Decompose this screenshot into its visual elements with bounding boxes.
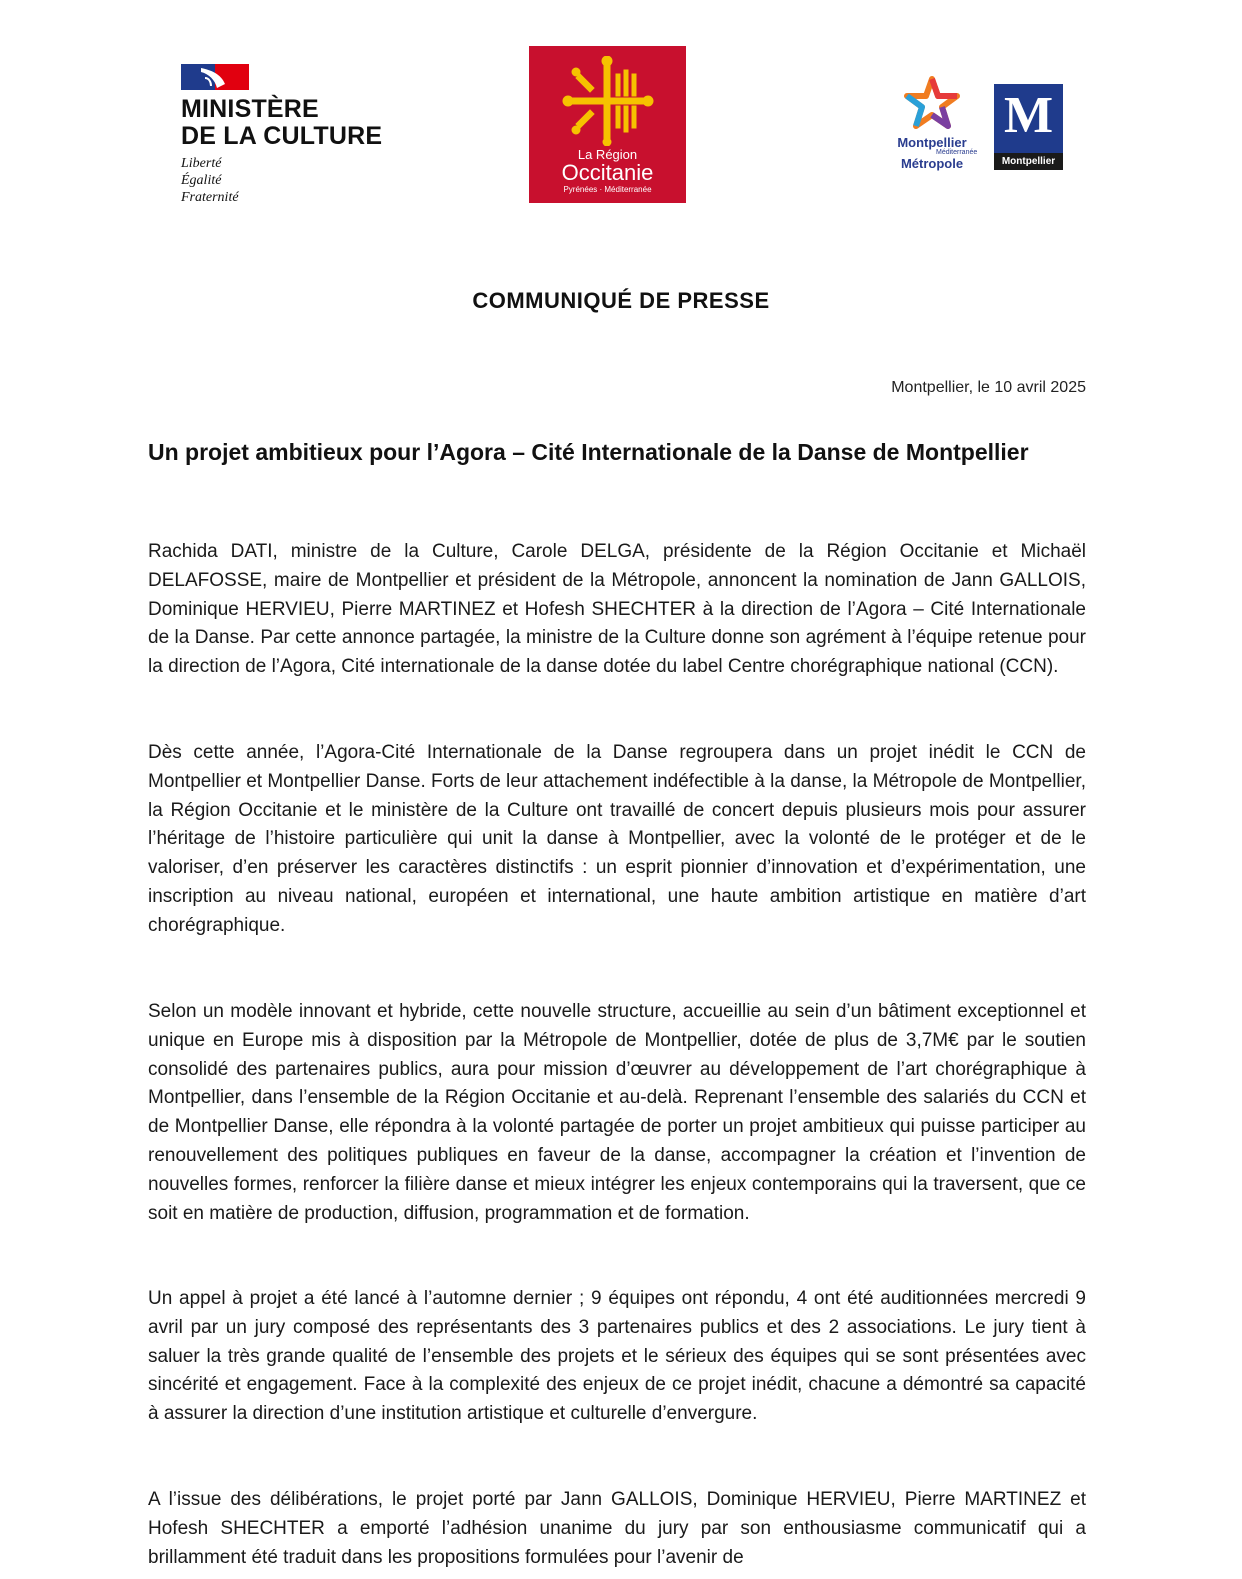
motto-egalite: Égalité — [181, 173, 222, 188]
motto-fraternite: Fraternité — [181, 190, 239, 205]
occitanie-subtitle: Pyrénées · Méditerranée — [563, 185, 652, 194]
ministere-line2: DE LA CULTURE — [181, 122, 383, 150]
marianne-flag-icon — [181, 64, 249, 90]
ministere-name — [181, 96, 411, 150]
press-release-label: COMMUNIQUÉ DE PRESSE — [472, 288, 770, 313]
metropole-line3: Métropole — [900, 156, 964, 171]
paragraph-5: A l’issue des délibérations, le projet porté par Jann GALLOIS, Dominique HERVIEU, Pierre MARTINEZ et Hofesh SHECHTER a emporté l’adhésion unanime du jury par son enthousiasme communicatif qui a brillamment été traduit dans les propositions formulées pour l’avenir de — [148, 1489, 1086, 1568]
ministere-culture-logo — [181, 64, 411, 206]
region-occitanie-logo — [529, 46, 686, 203]
ville-letter: M — [1003, 87, 1054, 144]
star-icon — [902, 74, 962, 134]
paragraph-3: Selon un modèle innovant et hybride, cette nouvelle structure, accueillie au sein d’un bâtiment exceptionnel et unique en Europe mis à disposition par la Métropole de Montpellier, dotée de plus de 3,7M€ par le soutien consolidé des partenaires publics, aura pour mission d’œuvrer au développement de l’art chorégraphique à Montpellier, dans l’ensemble de la Région Occitanie et au-delà. Reprenant l’ensemble des salariés du CCN et de Montpellier Danse, elle répondra à la volonté partagée de porter un projet ambitieux qui puisse participer au renouvellement des politiques publiques en faveur de la danse, accompagner la création et l’invention de nouvelles formes, renforcer la filière danse et mieux intégrer les enjeux contemporains qui la traversent, que ce soit en matière de production, diffusion, programmation et de formation. — [148, 1001, 1086, 1224]
metropole-line2: Méditerranée — [936, 149, 978, 156]
ville-montpellier-logo — [994, 84, 1063, 170]
paragraph-1: Rachida DATI, ministre de la Culture, Carole DELGA, présidente de la Région Occitanie et Michaël DELAFOSSE, maire de Montpellier et président de la Métropole, annoncent la nomination de Jann GALLOIS, Dominique HERVIEU, Pierre MARTINEZ et Hofesh SHECHTER à la direction de l’Agora – Cité Internationale de la Danse. Par cette annonce partagée, la ministre de la Culture donne son agrément à l’équipe retenue pour la direction de l’Agora, Cité internationale de la danse dotée du label Centre chorégraphique national (CCN). — [148, 541, 1086, 678]
metropole-line1: Montpellier — [897, 135, 967, 150]
page-title: Un projet ambitieux pour l’Agora – Cité Internationale de la Danse de Montpellier — [148, 439, 1029, 465]
occitanie-name: Occitanie — [561, 160, 654, 185]
paragraph-2: Dès cette année, l’Agora-Cité Internationale de la Danse regroupera dans un projet inédit le CCN de Montpellier et Montpellier Danse. Forts de leur attachement indéfectible à la danse, la Métropole de Montpellier, la Région Occitanie et le ministère de la Culture ont travaillé de concert depuis plusieurs mois pour assurer l’héritage de l’histoire particulière qui unit la danse à Montpellier, avec la volonté de le protéger et de le valoriser, d’en préserver les caractères distinctifs : un esprit pionnier d’innovation et d’expérimentation, une inscription au niveau national, européen et international, une haute ambition artistique en matière d’art chorégraphique. — [148, 742, 1086, 936]
motto-liberte: Liberté — [181, 156, 222, 171]
occitanie-region-label: La Région — [577, 147, 638, 162]
ministere-line1: MINISTÈRE — [181, 95, 319, 123]
montpellier-metropole-logo — [880, 74, 984, 178]
paragraph-4: Un appel à projet a été lancé à l’automne dernier ; 9 équipes ont répondu, 4 ont été auditionnées mercredi 9 avril par un jury composé des représentants des 3 partenaires publics et des 2 associations. Le jury tient à saluer la très grande qualité de l’ensemble des projets et le sérieux des équipes qui se sont présentées avec sincérité et engagement. Face à la complexité des enjeux de ce projet inédit, chacune a démontré sa capacité à assurer la direction d’une institution artistique et culturelle d’envergure. — [148, 1288, 1086, 1425]
ville-name: Montpellier — [994, 153, 1063, 170]
republic-motto — [181, 155, 411, 206]
date-line: Montpellier, le 10 avril 2025 — [891, 379, 1086, 396]
occitan-cross-icon — [560, 56, 655, 146]
